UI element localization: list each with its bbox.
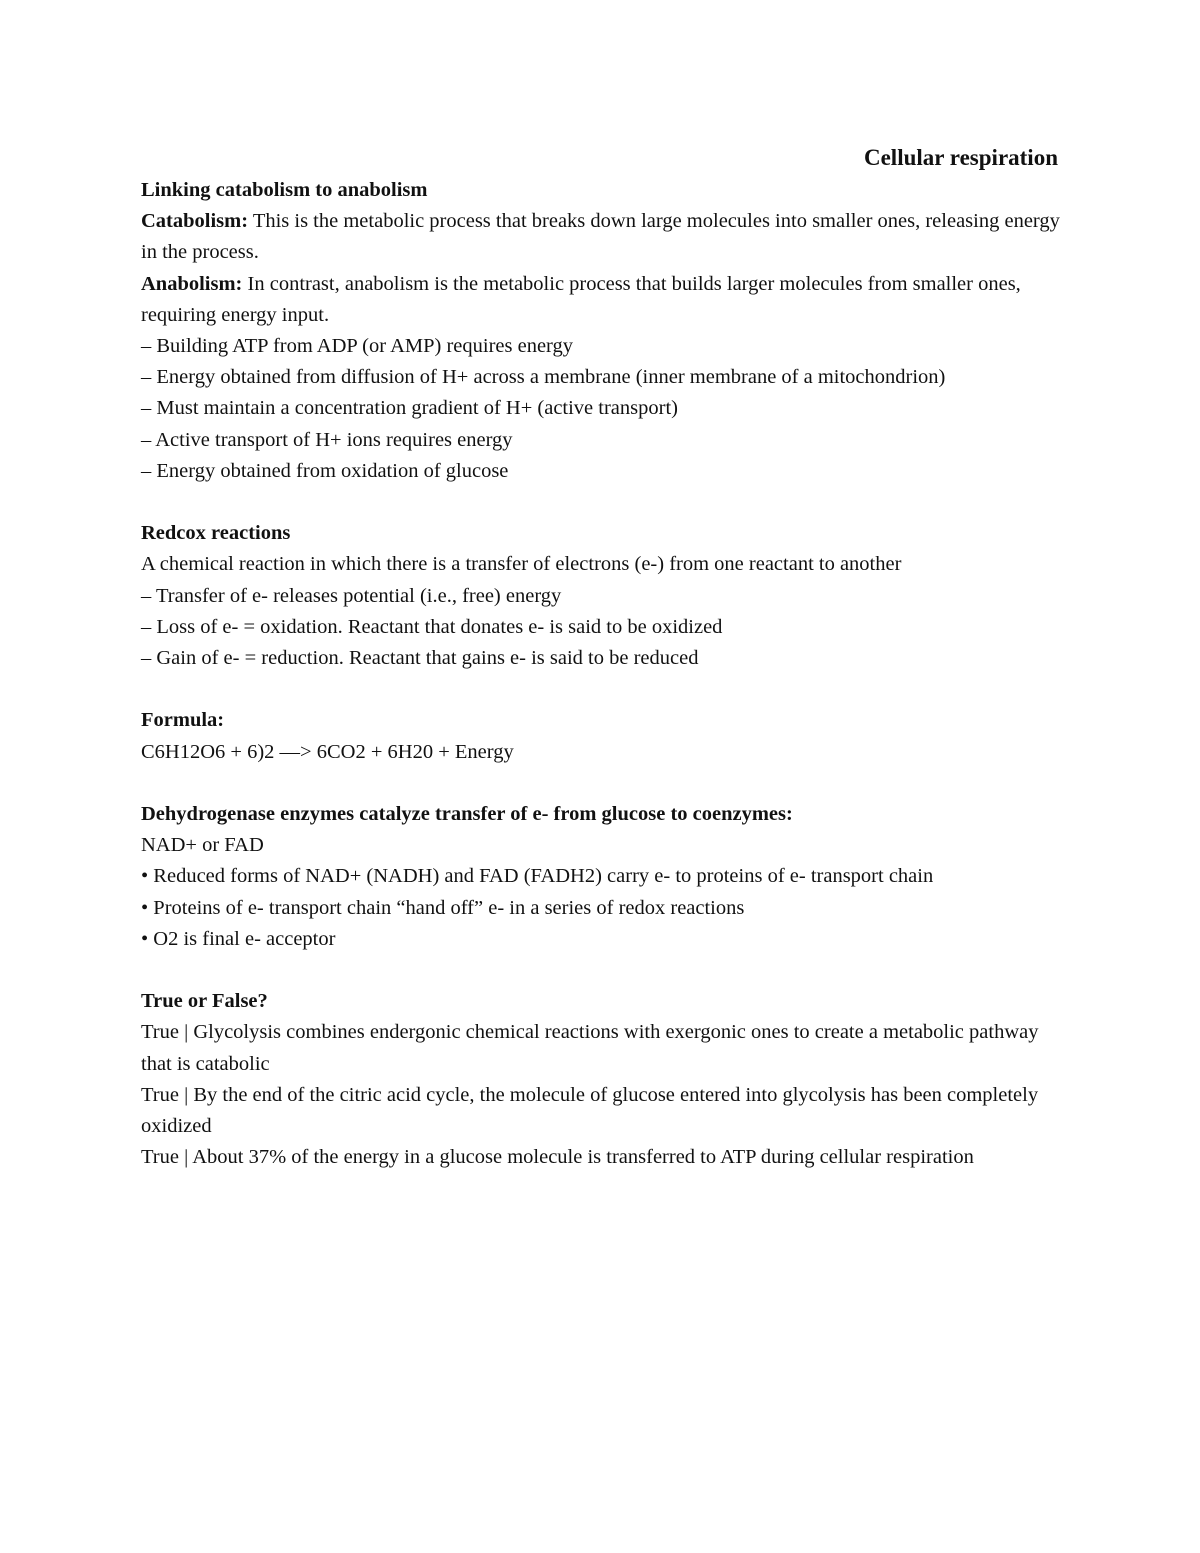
list-item: True | About 37% of the energy in a glucose molecule is transferred to ATP during cellular respiration bbox=[141, 1146, 974, 1169]
section-heading-true-false: True or False? bbox=[141, 990, 268, 1013]
list-item: – Loss of e- = oxidation. Reactant that donates e- is said to be oxidized bbox=[141, 615, 723, 638]
catabolism-term: Catabolism: bbox=[141, 210, 249, 233]
section-formula bbox=[141, 705, 1061, 767]
section-redox bbox=[141, 518, 1061, 674]
list-item: – Energy obtained from oxidation of glucose bbox=[141, 459, 509, 482]
catabolism-definition bbox=[141, 206, 1061, 268]
section-heading-redox: Redcox reactions bbox=[141, 522, 291, 545]
spacer bbox=[141, 955, 1061, 986]
list-item: • O2 is final e- acceptor bbox=[141, 927, 336, 950]
spacer bbox=[141, 768, 1061, 799]
anabolism-text: In contrast, anabolism is the metabolic process that builds larger molecules from smaller ones, requiring energy input. bbox=[141, 272, 1021, 326]
spacer bbox=[141, 674, 1061, 705]
list-item: True | By the end of the citric acid cycle, the molecule of glucose entered into glycolysis has been completely oxidized bbox=[141, 1083, 1039, 1138]
list-item: – Transfer of e- releases potential (i.e., free) energy bbox=[141, 584, 562, 607]
formula-equation: C6H12O6 + 6)2 —> 6CO2 + 6H20 + Energy bbox=[141, 740, 514, 763]
list-item: True | Glycolysis combines endergonic chemical reactions with exergonic ones to create a metabolic pathway that is catabolic bbox=[141, 1021, 1039, 1075]
anabolism-term: Anabolism: bbox=[141, 272, 243, 295]
list-item: – Building ATP from ADP (or AMP) requires energy bbox=[141, 335, 574, 358]
document-body bbox=[141, 175, 1061, 1173]
section-heading-linking: Linking catabolism to anabolism bbox=[141, 179, 428, 201]
dehydrogenase-intro: NAD+ or FAD bbox=[141, 834, 264, 857]
anabolism-definition bbox=[141, 269, 1061, 331]
list-item: • Proteins of e- transport chain “hand off” e- in a series of redox reactions bbox=[141, 896, 745, 919]
list-item: – Gain of e- = reduction. Reactant that gains e- is said to be reduced bbox=[141, 647, 699, 670]
redox-definition: A chemical reaction in which there is a transfer of electrons (e-) from one reactant to another bbox=[141, 553, 902, 576]
section-heading-dehydrogenase: Dehydrogenase enzymes catalyze transfer of e- from glucose to coenzymes: bbox=[141, 803, 793, 826]
section-true-false bbox=[141, 986, 1061, 1173]
list-item: – Must maintain a concentration gradient of H+ (active transport) bbox=[141, 397, 678, 420]
list-item: – Active transport of H+ ions requires energy bbox=[141, 428, 513, 451]
spacer bbox=[141, 487, 1061, 518]
section-linking bbox=[141, 175, 1061, 487]
list-item: • Reduced forms of NAD+ (NADH) and FAD (FADH2) carry e- to proteins of e- transport chain bbox=[141, 865, 934, 888]
section-dehydrogenase bbox=[141, 799, 1061, 955]
section-heading-formula: Formula: bbox=[141, 709, 225, 732]
catabolism-text: This is the metabolic process that breaks down large molecules into smaller ones, releasing energy in the process. bbox=[141, 210, 1060, 264]
page-title: Cellular respiration bbox=[863, 145, 1058, 170]
list-item: – Energy obtained from diffusion of H+ across a membrane (inner membrane of a mitochondrion) bbox=[141, 366, 946, 389]
